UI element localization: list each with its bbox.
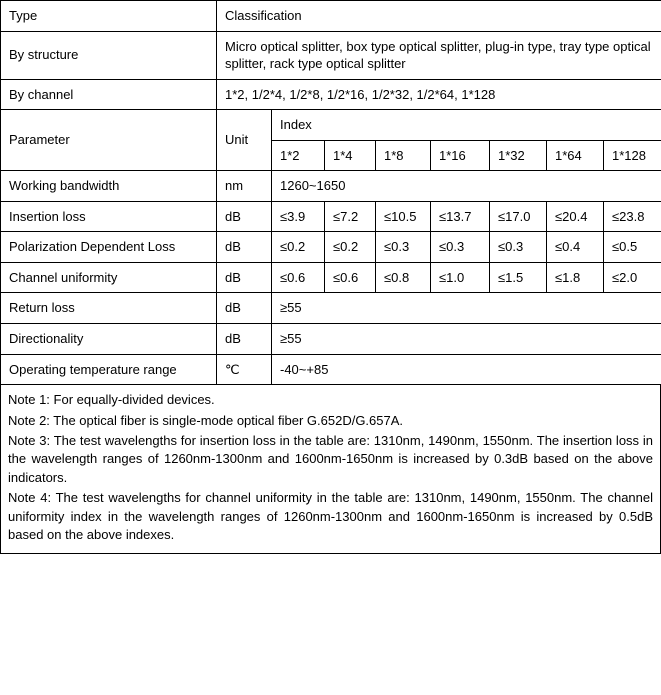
- param-value: ≤0.8: [376, 262, 431, 293]
- param-value: ≤23.8: [604, 201, 661, 232]
- param-span-value: ≥55: [272, 293, 661, 324]
- type-value: Classification: [217, 1, 661, 32]
- index-col-header: 1*32: [490, 140, 547, 171]
- param-label: Polarization Dependent Loss: [1, 232, 217, 263]
- table-row: [1, 354, 661, 385]
- param-value: ≤1.0: [431, 262, 490, 293]
- param-value: ≤0.4: [547, 232, 604, 263]
- by-channel-label: By channel: [1, 79, 217, 110]
- index-col-header: 1*64: [547, 140, 604, 171]
- param-unit: dB: [217, 293, 272, 324]
- table-row: [1, 79, 661, 110]
- param-value: ≤3.9: [272, 201, 325, 232]
- table-row: [1, 31, 661, 79]
- param-value: ≤2.0: [604, 262, 661, 293]
- by-structure-label: By structure: [1, 31, 217, 79]
- param-unit: dB: [217, 324, 272, 355]
- param-value: ≤0.3: [431, 232, 490, 263]
- parameter-header: Parameter: [1, 110, 217, 171]
- note-item: Note 2: The optical fiber is single-mode optical fiber G.652D/G.657A.: [8, 412, 404, 428]
- type-label: Type: [1, 1, 217, 32]
- param-value: ≤1.8: [547, 262, 604, 293]
- param-span-value: ≥55: [272, 324, 661, 355]
- param-label: Channel uniformity: [1, 262, 217, 293]
- param-label: Directionality: [1, 324, 217, 355]
- param-value: ≤17.0: [490, 201, 547, 232]
- table-row: [1, 293, 661, 324]
- param-label: Insertion loss: [1, 201, 217, 232]
- index-col-header: 1*2: [272, 140, 325, 171]
- param-value: ≤7.2: [325, 201, 376, 232]
- param-label: Working bandwidth: [1, 171, 217, 202]
- index-col-header: 1*4: [325, 140, 376, 171]
- unit-header: Unit: [217, 110, 272, 171]
- param-value: ≤0.3: [376, 232, 431, 263]
- param-value: ≤0.2: [272, 232, 325, 263]
- table-row: [1, 171, 661, 202]
- index-col-header: 1*8: [376, 140, 431, 171]
- table-row: [1, 1, 661, 32]
- table-row: [1, 110, 661, 141]
- param-unit: nm: [217, 171, 272, 202]
- param-span-value: -40~+85: [272, 354, 661, 385]
- param-value: ≤1.5: [490, 262, 547, 293]
- param-value: ≤13.7: [431, 201, 490, 232]
- by-structure-value: Micro optical splitter, box type optical splitter, plug-in type, tray type optical splitter, rack type optical splitter: [217, 31, 661, 79]
- index-col-header: 1*128: [604, 140, 661, 171]
- param-value: ≤0.3: [490, 232, 547, 263]
- param-unit: dB: [217, 201, 272, 232]
- note-item: Note 3: The test wavelengths for insertion loss in the table are: 1310nm, 1490nm, 1550nm. The insertion loss in the wavelength ranges of 1260nm-1300nm and 1600nm-1650nm is increased by 0.3dB based on the above indicators.: [8, 433, 653, 485]
- param-value: ≤20.4: [547, 201, 604, 232]
- param-label: Operating temperature range: [1, 354, 217, 385]
- param-value: ≤0.6: [272, 262, 325, 293]
- table-row: [1, 262, 661, 293]
- param-value: ≤0.5: [604, 232, 661, 263]
- index-header: Index: [272, 110, 661, 141]
- param-label: Return loss: [1, 293, 217, 324]
- table-row: [1, 232, 661, 263]
- table-row: [1, 324, 661, 355]
- param-value: ≤10.5: [376, 201, 431, 232]
- by-channel-value: 1*2, 1/2*4, 1/2*8, 1/2*16, 1/2*32, 1/2*64, 1*128: [217, 79, 661, 110]
- notes-section: [0, 385, 661, 554]
- param-value: ≤0.6: [325, 262, 376, 293]
- note-item: Note 4: The test wavelengths for channel uniformity in the table are: 1310nm, 1490nm, 1550nm. The channel uniformity index in the wavelength ranges of 1260nm-1300nm and 1600nm-1650nm is increased by 0.5dB based on the above indexes.: [8, 490, 653, 543]
- param-unit: dB: [217, 262, 272, 293]
- note-item: Note 1: For equally-divided devices.: [8, 392, 215, 408]
- param-unit: ℃: [217, 354, 272, 385]
- param-unit: dB: [217, 232, 272, 263]
- table-row: [1, 201, 661, 232]
- index-col-header: 1*16: [431, 140, 490, 171]
- param-span-value: 1260~1650: [272, 171, 661, 202]
- param-value: ≤0.2: [325, 232, 376, 263]
